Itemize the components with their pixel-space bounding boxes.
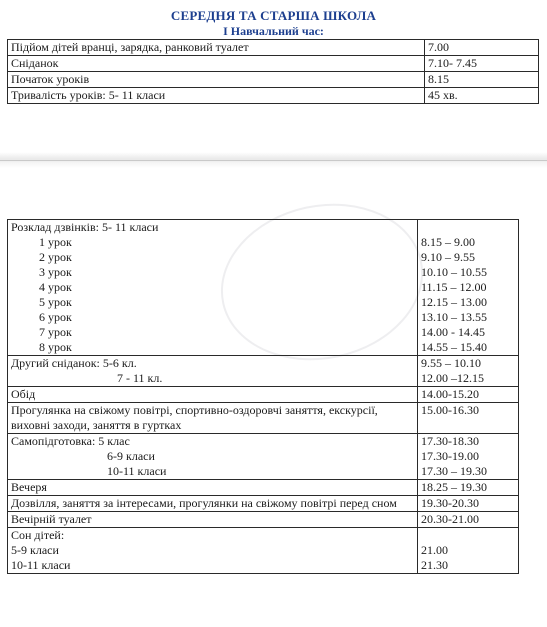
leisure-time-cell [418,496,519,512]
daily-schedule-table [7,39,539,104]
self-study-time: 17.30-19.00 [421,449,479,463]
lesson-time: 13.10 – 13.55 [421,310,487,324]
sleep-time: 21.00 [421,543,448,557]
lesson-time: 14.00 - 14.45 [421,325,485,339]
time-cell: 7.10- 7.45 [425,56,539,72]
walk-cell [8,403,418,434]
page-title: СЕРЕДНЯ ТА СТАРША ШКОЛА [170,8,377,23]
lunch-time-cell [418,387,519,403]
lesson-time: 10.10 – 10.55 [421,265,487,279]
lesson-label: 6 урок [39,310,72,324]
second-breakfast-label: Другий сніданок: 5-6 кл. [11,356,137,370]
activity-cell: Підйом дітей вранці, зарядка, ранковий туалет [8,40,425,56]
second-breakfast-time: 12.00 –12.15 [421,371,484,385]
lesson-time: 12.15 – 13.00 [421,295,487,309]
table-row [8,387,519,403]
table-row [8,403,519,434]
self-study-time: 17.30-18.30 [421,434,479,448]
walk-time: 15.00-16.30 [421,403,479,417]
walk-time-cell [418,403,519,434]
activity-cell: Початок уроків [8,72,425,88]
lesson-time: 9.10 – 9.55 [421,250,475,264]
dinner-time-cell [418,480,519,496]
self-study-time: 17.30 – 19.30 [421,464,487,478]
dinner-cell [8,480,418,496]
lesson-label: 5 урок [39,295,72,309]
sleep-label: 10-11 класи [11,558,71,572]
page-divider-line [0,160,547,161]
self-study-times [418,434,519,480]
time-cell: 8.15 [425,72,539,88]
self-study-label: 6-9 класи [107,449,155,463]
self-study-cell [8,434,418,480]
table-row [8,356,519,387]
walk-label: Прогулянка на свіжому повітрі, спортивно-оздоровчі заняття, екскурсії, виховні заходи, заняття в гуртках [11,403,378,432]
table-row [8,496,519,512]
lesson-time: 14.55 – 15.40 [421,340,487,354]
activity-cell: Сніданок [8,56,425,72]
second-breakfast-label: 7 - 11 кл. [117,371,163,385]
leisure-time: 19.30-20.30 [421,496,479,510]
lunch-label: Обід [11,387,36,401]
table-row [8,512,519,528]
sleep-label: 5-9 класи [11,543,59,557]
table-row [8,434,519,480]
table-row [8,56,539,72]
table-row [8,220,519,356]
lunch-time: 14.00-15.20 [421,387,479,401]
section-subtitle: І Навчальний час: [223,24,324,38]
activity-cell: Тривалість уроків: 5- 11 класи [8,88,425,104]
second-breakfast-cell [8,356,418,387]
leisure-label: Дозвілля, заняття за інтересами, прогулянки на свіжому повітрі перед сном [11,496,397,510]
lesson-label: 3 урок [39,265,72,279]
second-breakfast-time: 9.55 – 10.10 [421,356,481,370]
self-study-label: Самопідготовка: 5 клас [11,434,130,448]
lesson-label: 7 урок [39,325,72,339]
time-cell: 45 хв. [425,88,539,104]
table-row [8,88,539,104]
bell-times-cell [418,220,519,356]
sleep-time: 21.30 [421,558,448,572]
second-breakfast-times [418,356,519,387]
bell-schedule-cell [8,220,418,356]
evening-toilet-label: Вечірній туалет [11,512,92,526]
leisure-cell [8,496,418,512]
sleep-times [418,528,519,574]
sleep-cell [8,528,418,574]
lesson-label: 1 урок [39,235,72,249]
schedule-table [7,219,519,574]
bell-schedule-heading: Розклад дзвінків: 5- 11 класи [11,220,159,234]
self-study-label: 10-11 класи [107,464,167,478]
lesson-label: 2 урок [39,250,72,264]
lesson-time: 8.15 – 9.00 [421,235,475,249]
evening-toilet-time-cell [418,512,519,528]
table-row [8,528,519,574]
table-row [8,40,539,56]
evening-toilet-time: 20.30-21.00 [421,512,479,526]
time-cell: 7.00 [425,40,539,56]
table-row [8,72,539,88]
lesson-label: 4 урок [39,280,72,294]
lesson-label: 8 урок [39,340,72,354]
lunch-cell [8,387,418,403]
evening-toilet-cell [8,512,418,528]
dinner-label: Вечеря [11,480,47,494]
table-row [8,480,519,496]
lesson-time: 11.15 – 12.00 [421,280,487,294]
sleep-heading: Сон дітей: [11,528,65,542]
dinner-time: 18.25 – 19.30 [421,480,487,494]
